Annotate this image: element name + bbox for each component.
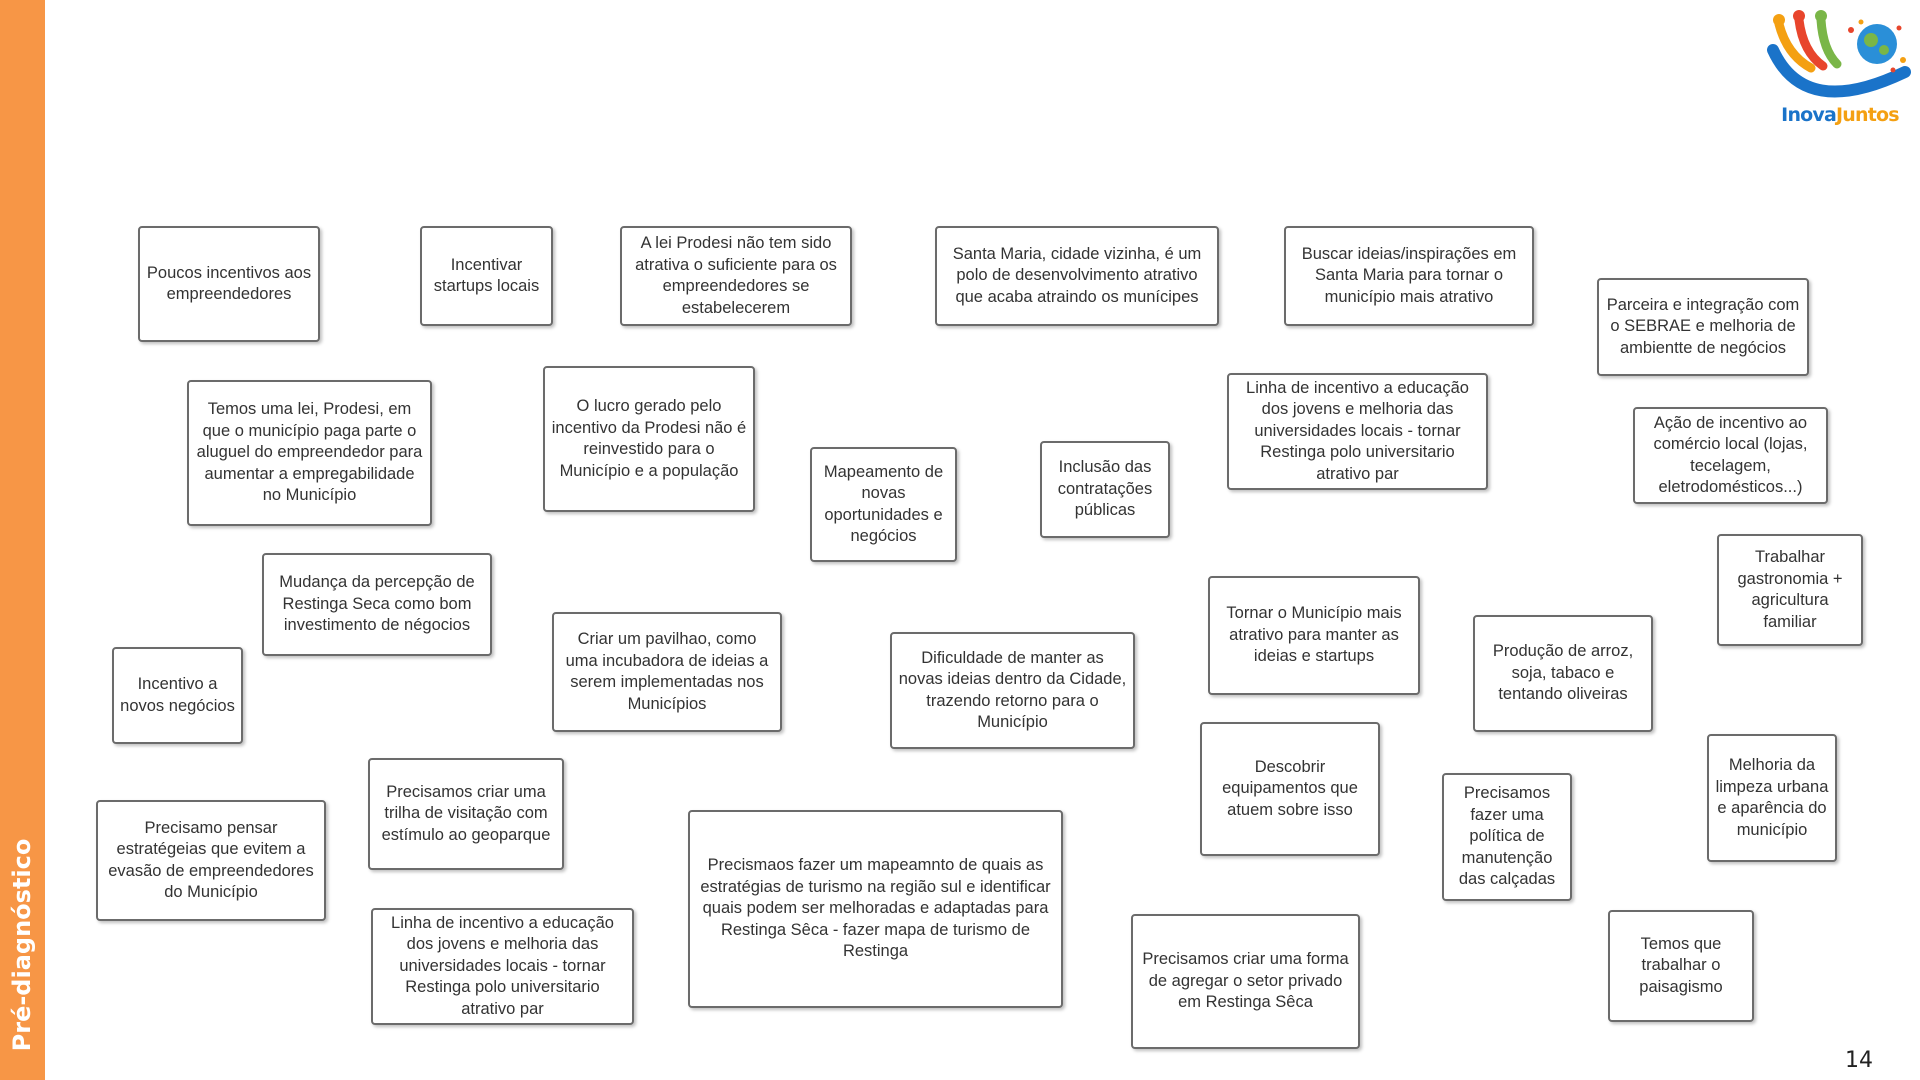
sticky-note: O lucro gerado pelo incentivo da Prodesi não é reinvestido para o Município e a população <box>543 366 755 512</box>
sticky-note: Trabalhar gastronomia + agricultura familiar <box>1717 534 1863 646</box>
page-number: 14 <box>1845 1048 1873 1073</box>
sticky-note: Produção de arroz, soja, tabaco e tentando oliveiras <box>1473 615 1653 732</box>
sticky-note: Precisamos fazer uma política de manutenção das calçadas <box>1442 773 1572 901</box>
sticky-note: Poucos incentivos aos empreendedores <box>138 226 320 342</box>
sticky-note: Mapeamento de novas oportunidades e negócios <box>810 447 957 562</box>
sticky-note: Linha de incentivo a educação dos jovens e melhoria das universidades locais - tornar Restinga polo universitario atrativo par <box>1227 373 1488 490</box>
sticky-note: Linha de incentivo a educação dos jovens e melhoria das universidades locais - tornar Restinga polo universitario atrativo par <box>371 908 634 1025</box>
inovajuntos-logo <box>1765 10 1915 140</box>
sticky-note: Melhoria da limpeza urbana e aparência do município <box>1707 734 1837 862</box>
sticky-note: Dificuldade de manter as novas ideias dentro da Cidade, trazendo retorno para o Município <box>890 632 1135 749</box>
sticky-note: Criar um pavilhao, como uma incubadora de ideias a serem implementadas nos Municípios <box>552 612 782 732</box>
logo-figures-icon <box>1765 10 1915 110</box>
sticky-note: Ação de incentivo ao comércio local (lojas, tecelagem, eletrodomésticos...) <box>1633 407 1828 504</box>
sticky-note: Precisamos criar uma forma de agregar o setor privado em Restinga Sêca <box>1131 914 1360 1049</box>
sticky-note: A lei Prodesi não tem sido atrativa o suficiente para os empreendedores se estabelecerem <box>620 226 852 326</box>
sticky-note: Buscar ideias/inspirações em Santa Maria para tornar o município mais atrativo <box>1284 226 1534 326</box>
sticky-note: Incentivo a novos negócios <box>112 647 243 744</box>
section-title: Pré-diagnóstico <box>8 838 36 1052</box>
sticky-note: Precisamo pensar estratégeias que evitem a evasão de empreendedores do Município <box>96 800 326 921</box>
sticky-note: Tornar o Município mais atrativo para manter as ideias e startups <box>1208 576 1420 695</box>
sticky-note: Precismaos fazer um mapeamnto de quais as estratégias de turismo na região sul e identificar quais podem ser melhoradas e adaptadas para Restinga Sêca - fazer mapa de turismo de Restinga <box>688 810 1063 1008</box>
sticky-note: Precisamos criar uma trilha de visitação com estímulo ao geoparque <box>368 758 564 870</box>
sticky-note: Temos uma lei, Prodesi, em que o município paga parte o aluguel do empreendedor para aumentar a empregabilidade no Município <box>187 380 432 526</box>
sticky-note: Mudança da percepção de Restinga Seca como bom investimento de négocios <box>262 553 492 656</box>
sticky-note: Santa Maria, cidade vizinha, é um polo de desenvolvimento atrativo que acaba atraindo os munícipes <box>935 226 1219 326</box>
logo-wordmark: InovaJuntos <box>1781 104 1899 126</box>
sticky-note: Incentivar startups locais <box>420 226 553 326</box>
sticky-note: Inclusão das contratações públicas <box>1040 441 1170 538</box>
sidebar <box>0 0 45 1080</box>
sticky-note: Parceira e integração com o SEBRAE e melhoria de ambientte de negócios <box>1597 278 1809 376</box>
sticky-note: Temos que trabalhar o paisagismo <box>1608 910 1754 1022</box>
sticky-note: Descobrir equipamentos que atuem sobre isso <box>1200 722 1380 856</box>
